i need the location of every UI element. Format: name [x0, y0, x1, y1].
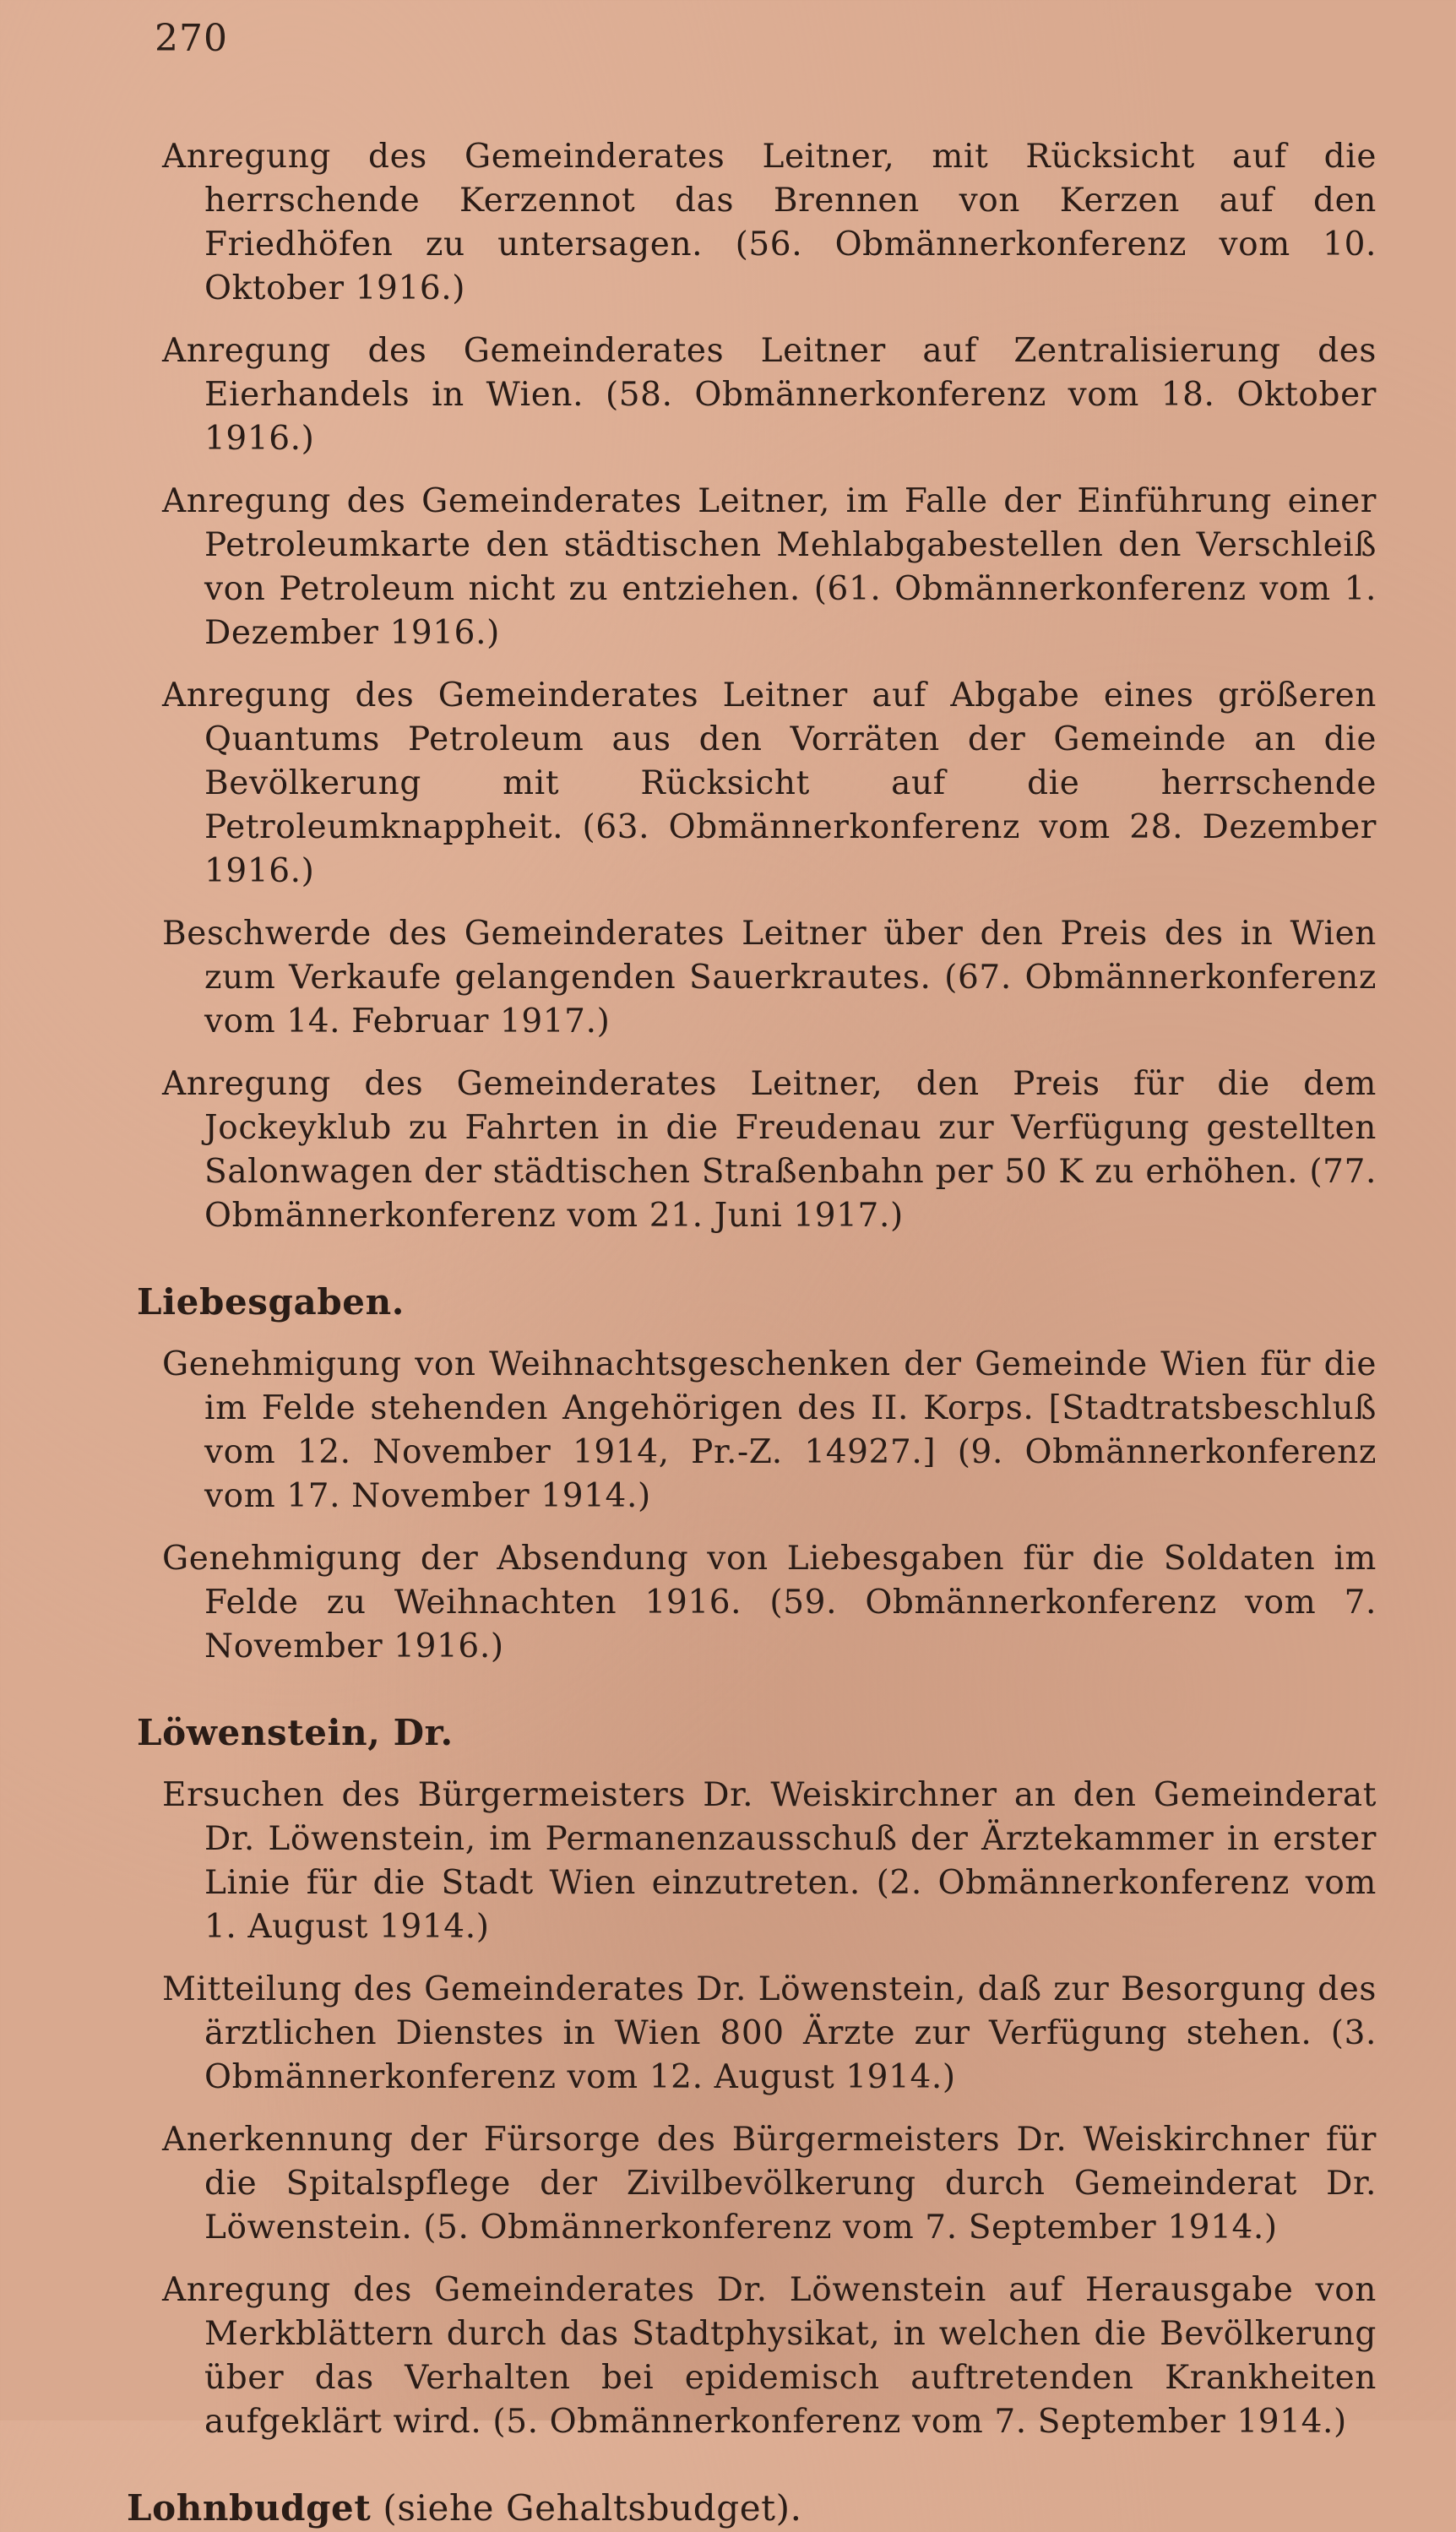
index-entry: Genehmigung der Absendung von Liebesgaben für die Soldaten im Felde zu Weihnachten 1916. (59. Obmännerkonferenz vom 7. November 1916.): [162, 1540, 1377, 1665]
index-entry: Beschwerde des Gemeinderates Leitner über den Preis des in Wien zum Verkaufe gelangenden Sauerkrautes. (67. Obmännerkonferenz vom 14. Februar 1917.): [162, 915, 1377, 1041]
section-heading: Liebesgaben.: [137, 1281, 405, 1323]
cross-reference-heading: [127, 2485, 1377, 2532]
index-entry: Genehmigung von Weihnachtsgeschenken der Gemeinde Wien für die im Felde stehenden Angehörigen des II. Korps. [Stadtratsbeschluß vom 12. November 1914, Pr.-Z. 14927.] (9. Obmännerkonferenz vom 17. November 1914.): [162, 1345, 1377, 1515]
section-lohnbudget: [127, 2485, 1377, 2532]
intro-entry-list: [144, 135, 1377, 1238]
index-entry: Anregung des Gemeinderates Leitner auf Zentralisierung des Eierhandels in Wien. (58. Obmännerkonferenz vom 18. Oktober 1916.): [162, 332, 1377, 458]
index-entry: Anregung des Gemeinderates Leitner, im Falle der Einführung einer Petroleumkarte den städtischen Mehlabgabestellen den Verschleiß von Petroleum nicht zu entziehen. (61. Obmännerkonferenz vom 1. Dezember 1916.): [162, 482, 1377, 652]
cross-reference-term: Lohnbudget: [127, 2487, 372, 2529]
index-entry: Mitteilung des Gemeinderates Dr. Löwenstein, daß zur Besorgung des ärztlichen Dienstes in Wien 800 Ärzte zur Verfügung stehen. (3. Obmännerkonferenz vom 12. August 1914.): [162, 1970, 1377, 2096]
page-number: 270: [155, 17, 228, 60]
index-content: [127, 135, 1377, 2532]
index-entry: Anerkennung der Fürsorge des Bürgermeisters Dr. Weiskirchner für die Spitalspflege der Zivilbevölkerung durch Gemeinderat Dr. Löwenstein. (5. Obmännerkonferenz vom 7. September 1914.): [162, 2121, 1377, 2247]
index-entry: Anregung des Gemeinderates Leitner, mit Rücksicht auf die herrschende Kerzennot das Brennen von Kerzen auf den Friedhöfen zu untersagen. (56. Obmännerkonferenz vom 10. Oktober 1916.): [162, 138, 1377, 307]
index-entry: Anregung des Gemeinderates Leitner, den Preis für die dem Jockeyklub zu Fahrten in die Freudenau zur Verfügung gestellten Salonwagen der städtischen Straßenbahn per 50 K zu erhöhen. (77. Obmännerkonferenz vom 21. Juni 1917.): [162, 1065, 1377, 1235]
section-heading: Löwenstein, Dr.: [137, 1712, 454, 1753]
index-entry: Ersuchen des Bürgermeisters Dr. Weiskirchner an den Gemeinderat Dr. Löwenstein, im Permanenzausschuß der Ärztekammer in erster Linie für die Stadt Wien einzutreten. (2. Obmännerkonferenz vom 1. August 1914.): [162, 1776, 1377, 1946]
index-entry: Anregung des Gemeinderates Dr. Löwenstein auf Herausgabe von Merkblättern durch das Stadtphysikat, in welchen die Bevölkerung über das Verhalten bei epidemisch auftretenden Krankheiten aufgeklärt wird. (5. Obmännerkonferenz vom 7. September 1914.): [162, 2271, 1377, 2441]
cross-reference-note: (siehe Gehaltsbudget).: [371, 2487, 802, 2529]
section-liebesgaben: [137, 1279, 1377, 1669]
index-entry: Anregung des Gemeinderates Leitner auf Abgabe eines größeren Quantums Petroleum aus den Vorräten der Gemeinde an die Bevölkerung mit Rücksicht auf die herrschende Petroleumknappheit. (63. Obmännerkonferenz vom 28. Dezember 1916.): [162, 676, 1377, 890]
section-loewenstein: [137, 1709, 1377, 2444]
